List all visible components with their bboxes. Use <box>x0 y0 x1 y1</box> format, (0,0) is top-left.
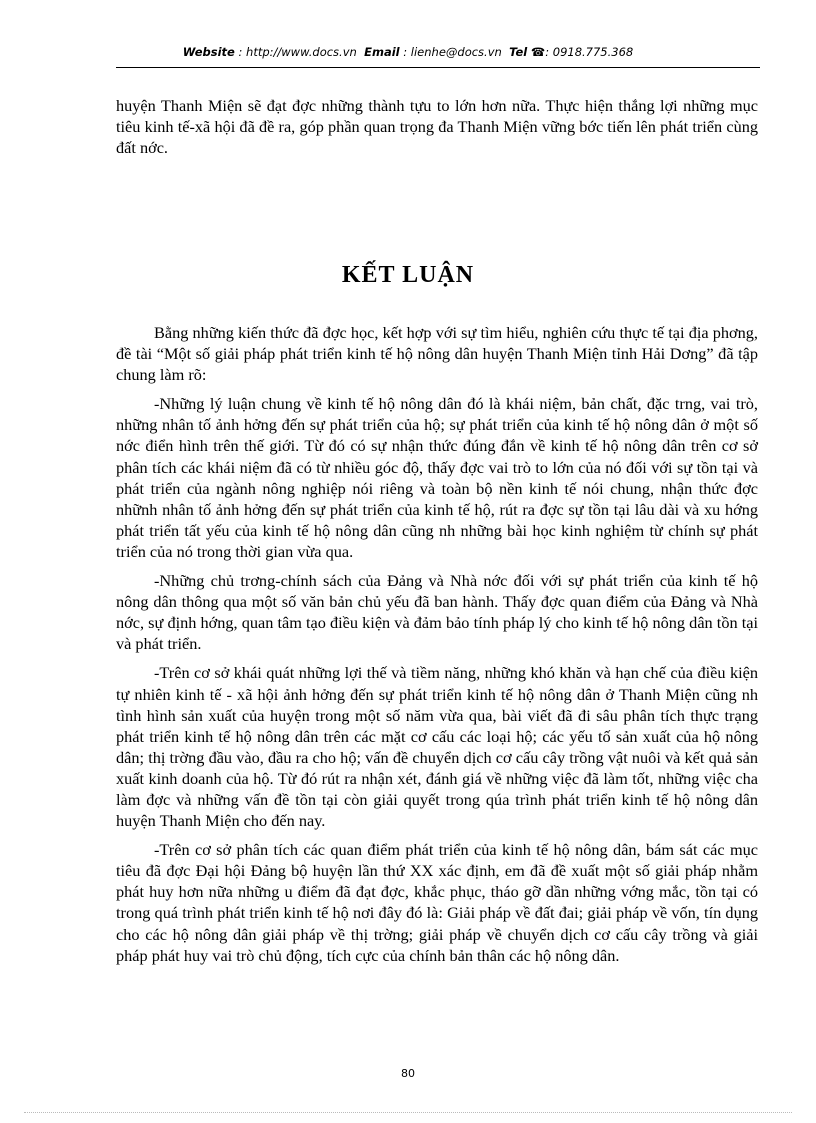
page-bottom-border <box>24 1112 792 1113</box>
website-label: Website <box>182 45 235 59</box>
phone-icon: ☎ <box>530 45 546 59</box>
conclusion-paragraph: -Trên cơ sở khái quát những lợi thế và tiềm năng, những khó khăn và hạn chế của điều kiện tự nhiên kinh tế - xã hội ảnh hởng đến sự phát triển kinh tế hộ nông dân ở Thanh Miện cũng nh tình hình sản xuất của huyện trong một số năm vừa qua, bài viết đã đi sâu phân tích thực trạng phát triển kinh tế hộ nông dân trên các mặt cơ cấu các loại hộ; các yếu tố sản xuất của hộ nông dân; thị trờng đầu vào, đầu ra cho hộ; vấn đề chuyển dịch cơ cấu cây trồng vật nuôi và kết quả sản xuất kinh doanh của hộ. Từ đó rút ra nhận xét, đánh giá về những việc đã làm tốt, những việc cha làm đợc và những vấn đề tồn tại còn giải quyết trong qúa trình phát triển kinh tế hộ nông dân huyện Thanh Miện cho đến nay. <box>116 663 758 831</box>
conclusion-body <box>116 322 758 974</box>
conclusion-paragraph: -Trên cơ sở phân tích các quan điểm phát triển của kinh tế hộ nông dân, bám sát các mục tiêu đã đợc Đại hội Đảng bộ huyện lần thứ XX xác định, em đã đề xuất một số giải pháp nhằm phát huy hơn nữa những u điểm đã đạt đợc, khắc phục, tháo gỡ dần những vớng mắc, tồn tại có trong quá trình phát triển kinh tế hộ nơi đây đó là: Giải pháp về đất đai; giải pháp về vốn, tín dụng cho các hộ nông dân giải pháp về thị trờng; giải pháp về chuyển dịch cơ cấu cây trồng và giải pháp phát huy vai trò chủ động, tích cực của chính bản thân các hộ nông dân. <box>116 840 758 965</box>
email-address[interactable]: : lienhe@docs.vn <box>403 45 502 59</box>
intro-text-block <box>116 95 758 166</box>
page-number: 80 <box>401 1067 415 1080</box>
page-header <box>0 45 816 59</box>
conclusion-paragraph: Bằng những kiến thức đã đợc học, kết hợp với sự tìm hiểu, nghiên cứu thực tế tại địa phơng, đề tài “Một số giải pháp phát triển kinh tế hộ nông dân huyện Thanh Miện tỉnh Hải Dơng” đã tập chung làm rõ: <box>116 323 758 385</box>
conclusion-paragraph: -Những chủ trơng-chính sách của Đảng và Nhà nớc đối với sự phát triển của kinh tế hộ nông dân thông qua một số văn bản chủ yếu đã ban hành. Thấy đợc quan điểm của Đảng và Nhà nớc, sự định hớng, quan tâm tạo điều kiện và đảm bảo tính pháp lý cho kinh tế hộ nông dân tồn tại và phát triển. <box>116 571 758 654</box>
tel-number: : 0918.775.368 <box>545 45 634 59</box>
intro-paragraph: huyện Thanh Miện sẽ đạt đợc những thành tựu to lớn hơn nữa. Thực hiện thắng lợi những mục tiêu kinh tế-xã hội đã đề ra, góp phần quan trọng đa Thanh Miện vững bớc tiến lên phát triển cùng đất nớc. <box>116 96 758 158</box>
section-title: KẾT LUẬN <box>341 262 475 288</box>
conclusion-paragraph: -Những lý luận chung về kinh tế hộ nông dân đó là khái niệm, bản chất, đặc trng, vai trò, những nhân tố ảnh hởng đến sự phát triển của hộ; sự phát triển của kinh tế hộ nông dân ở một số nớc điển hình trên thế giới. Từ đó có sự nhận thức đúng đắn về kinh tế hộ nông dân trên cơ sở phân tích các khái niệm đã có từ nhiều góc độ, thấy đợc vai trò to lớn của nó đối với sự tồn tại và phát triển của ngành nông nghiệp nói riêng và toàn bộ nền kinh tế nói chung, nhận thức đợc nhữnh nhân tố ảnh hởng đến sự phát triển của kinh tế hộ, rút ra đợc sự tồn tại lâu dài và xu hớng phát triển tất yếu của kinh tế hộ nông dân cũng nh những bài học kinh nghiệm từ chính sự phát triển của nó trong thời gian vừa qua. <box>116 394 758 561</box>
email-label: Email <box>364 45 400 59</box>
website-url[interactable]: : http://www.docs.vn <box>238 45 357 59</box>
tel-label: Tel <box>509 45 528 59</box>
header-divider <box>116 67 760 68</box>
